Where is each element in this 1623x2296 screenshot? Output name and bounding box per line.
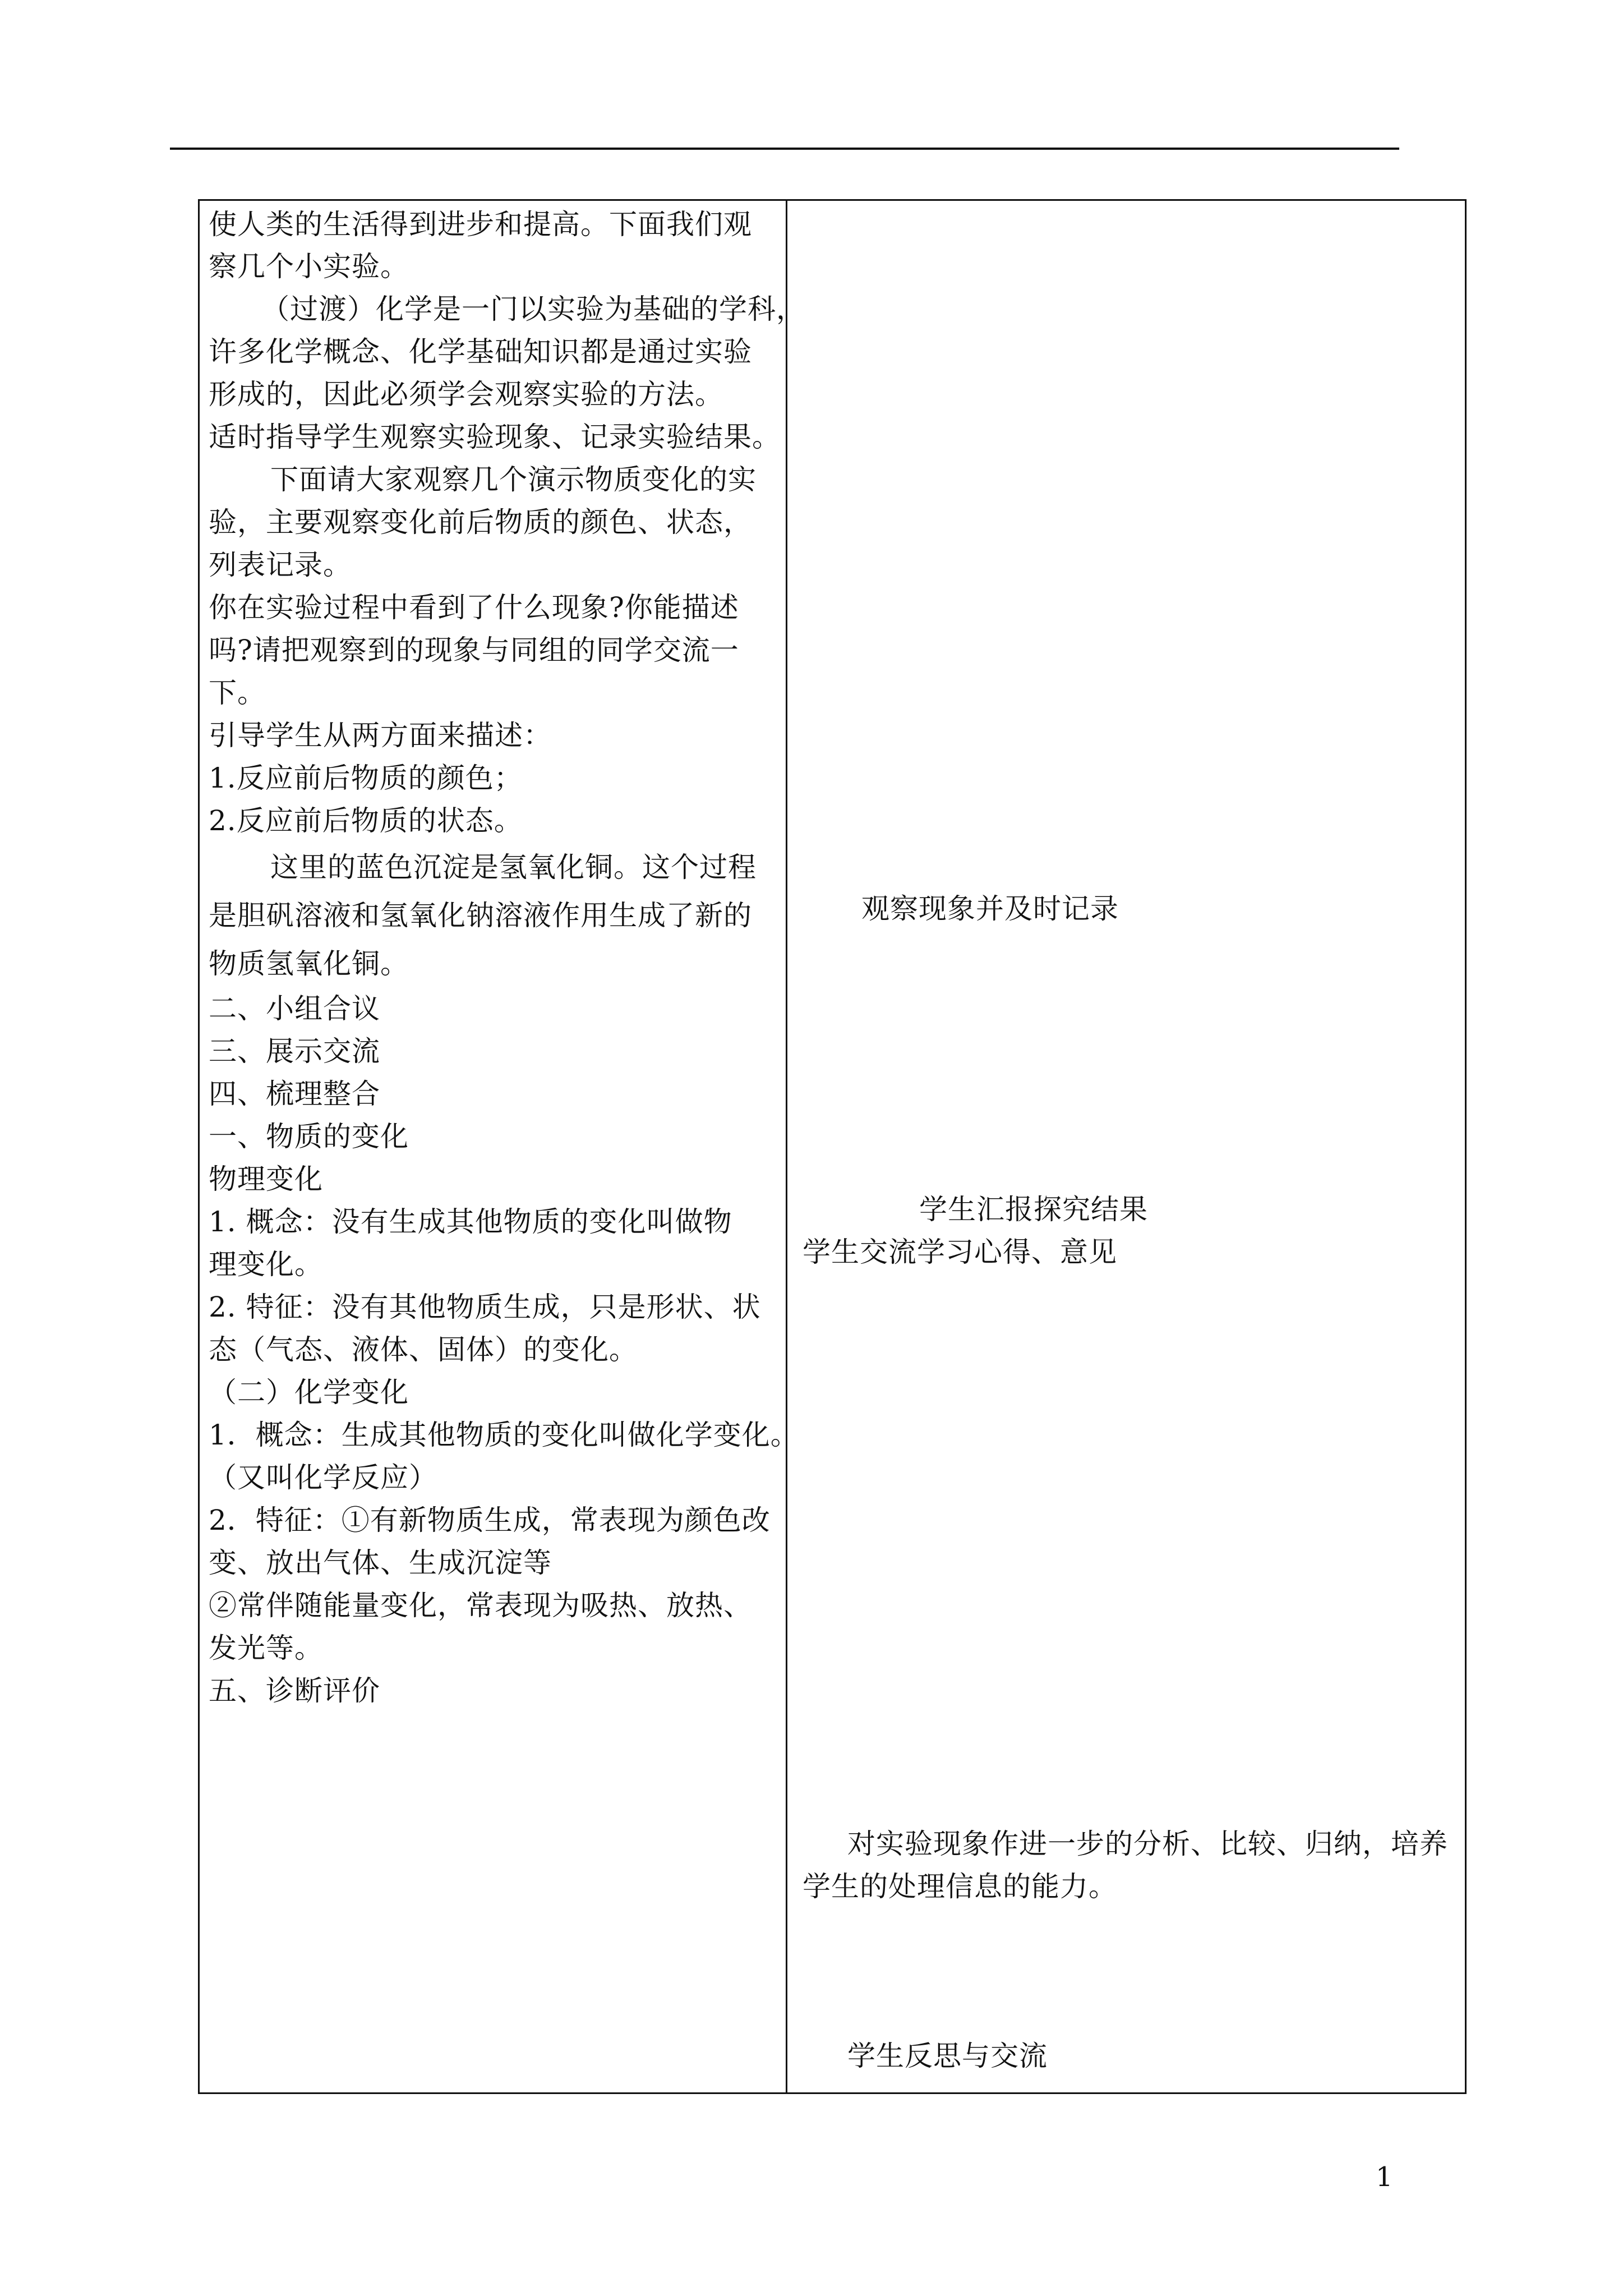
left-line-28: （二）化学变化 bbox=[209, 1376, 409, 1409]
left-line-6: 适时指导学生观察实验现象、记录实验结果。 bbox=[209, 421, 781, 453]
left-line-3: （过渡）化学是一门以实验为基础的学科， bbox=[261, 293, 805, 325]
left-line-8: 验，主要观察变化前后物质的颜色、状态， bbox=[209, 506, 752, 539]
left-line-30: （又叫化学反应） bbox=[209, 1461, 437, 1494]
right-line-6: 学生反思与交流 bbox=[847, 2040, 1048, 2072]
right-line-5: 学生的处理信息的能力。 bbox=[803, 1870, 1117, 1903]
lesson-table bbox=[198, 199, 1467, 2094]
left-line-25: 理变化。 bbox=[209, 1248, 323, 1281]
right-line-2: 学生汇报探究结果 bbox=[919, 1193, 1148, 1226]
left-line-5: 形成的，因此必须学会观察实验的方法。 bbox=[209, 378, 723, 411]
left-line-12: 下。 bbox=[209, 677, 266, 709]
left-line-24: 1. 概念：没有生成其他物质的变化叫做物 bbox=[209, 1205, 732, 1238]
left-line-17: 是胆矾溶液和氢氧化钠溶液作用生成了新的 bbox=[209, 899, 752, 932]
right-line-1: 观察现象并及时记录 bbox=[861, 892, 1119, 925]
left-line-13: 引导学生从两方面来描述： bbox=[209, 719, 552, 752]
page-number: 1 bbox=[1376, 2161, 1393, 2193]
left-line-32: 变、放出气体、生成沉淀等 bbox=[209, 1547, 552, 1579]
left-line-11: 吗?请把观察到的现象与同组的同学交流一 bbox=[209, 634, 739, 666]
left-line-35: 五、诊断评价 bbox=[209, 1674, 380, 1707]
left-line-15: 2.反应前后物质的状态。 bbox=[209, 804, 523, 837]
left-line-2: 察几个小实验。 bbox=[209, 250, 409, 283]
column-divider bbox=[786, 201, 787, 2092]
left-line-1: 使人类的生活得到进步和提高。下面我们观 bbox=[209, 208, 752, 241]
left-line-22: 一、物质的变化 bbox=[209, 1120, 409, 1153]
left-line-10: 你在实验过程中看到了什么现象?你能描述 bbox=[209, 591, 739, 624]
left-line-26: 2. 特征：没有其他物质生成，只是形状、状 bbox=[209, 1291, 761, 1323]
left-line-23: 物理变化 bbox=[209, 1163, 323, 1195]
left-line-29: 1．概念：生成其他物质的变化叫做化学变化。 bbox=[209, 1419, 799, 1451]
left-line-33: ②常伴随能量变化，常表现为吸热、放热、 bbox=[209, 1589, 752, 1622]
left-line-21: 四、梳理整合 bbox=[209, 1078, 380, 1110]
left-line-7: 下面请大家观察几个演示物质变化的实 bbox=[270, 463, 757, 496]
left-line-20: 三、展示交流 bbox=[209, 1035, 380, 1068]
header-rule bbox=[170, 148, 1399, 150]
left-line-18: 物质氢氧化铜。 bbox=[209, 947, 409, 980]
left-line-34: 发光等。 bbox=[209, 1632, 323, 1664]
left-line-31: 2．特征：①有新物质生成，常表现为颜色改 bbox=[209, 1504, 771, 1536]
left-line-4: 许多化学概念、化学基础知识都是通过实验 bbox=[209, 335, 752, 368]
left-line-9: 列表记录。 bbox=[209, 549, 352, 581]
left-line-14: 1.反应前后物质的颜色； bbox=[209, 762, 523, 794]
right-line-4: 对实验现象作进一步的分析、比较、归纳，培养 bbox=[847, 1828, 1448, 1860]
left-line-27: 态（气态、液体、固体）的变化。 bbox=[209, 1333, 638, 1366]
left-line-19: 二、小组合议 bbox=[209, 992, 380, 1025]
right-line-3: 学生交流学习心得、意见 bbox=[803, 1236, 1117, 1268]
left-line-16: 这里的蓝色沉淀是氢氧化铜。这个过程 bbox=[270, 851, 757, 884]
